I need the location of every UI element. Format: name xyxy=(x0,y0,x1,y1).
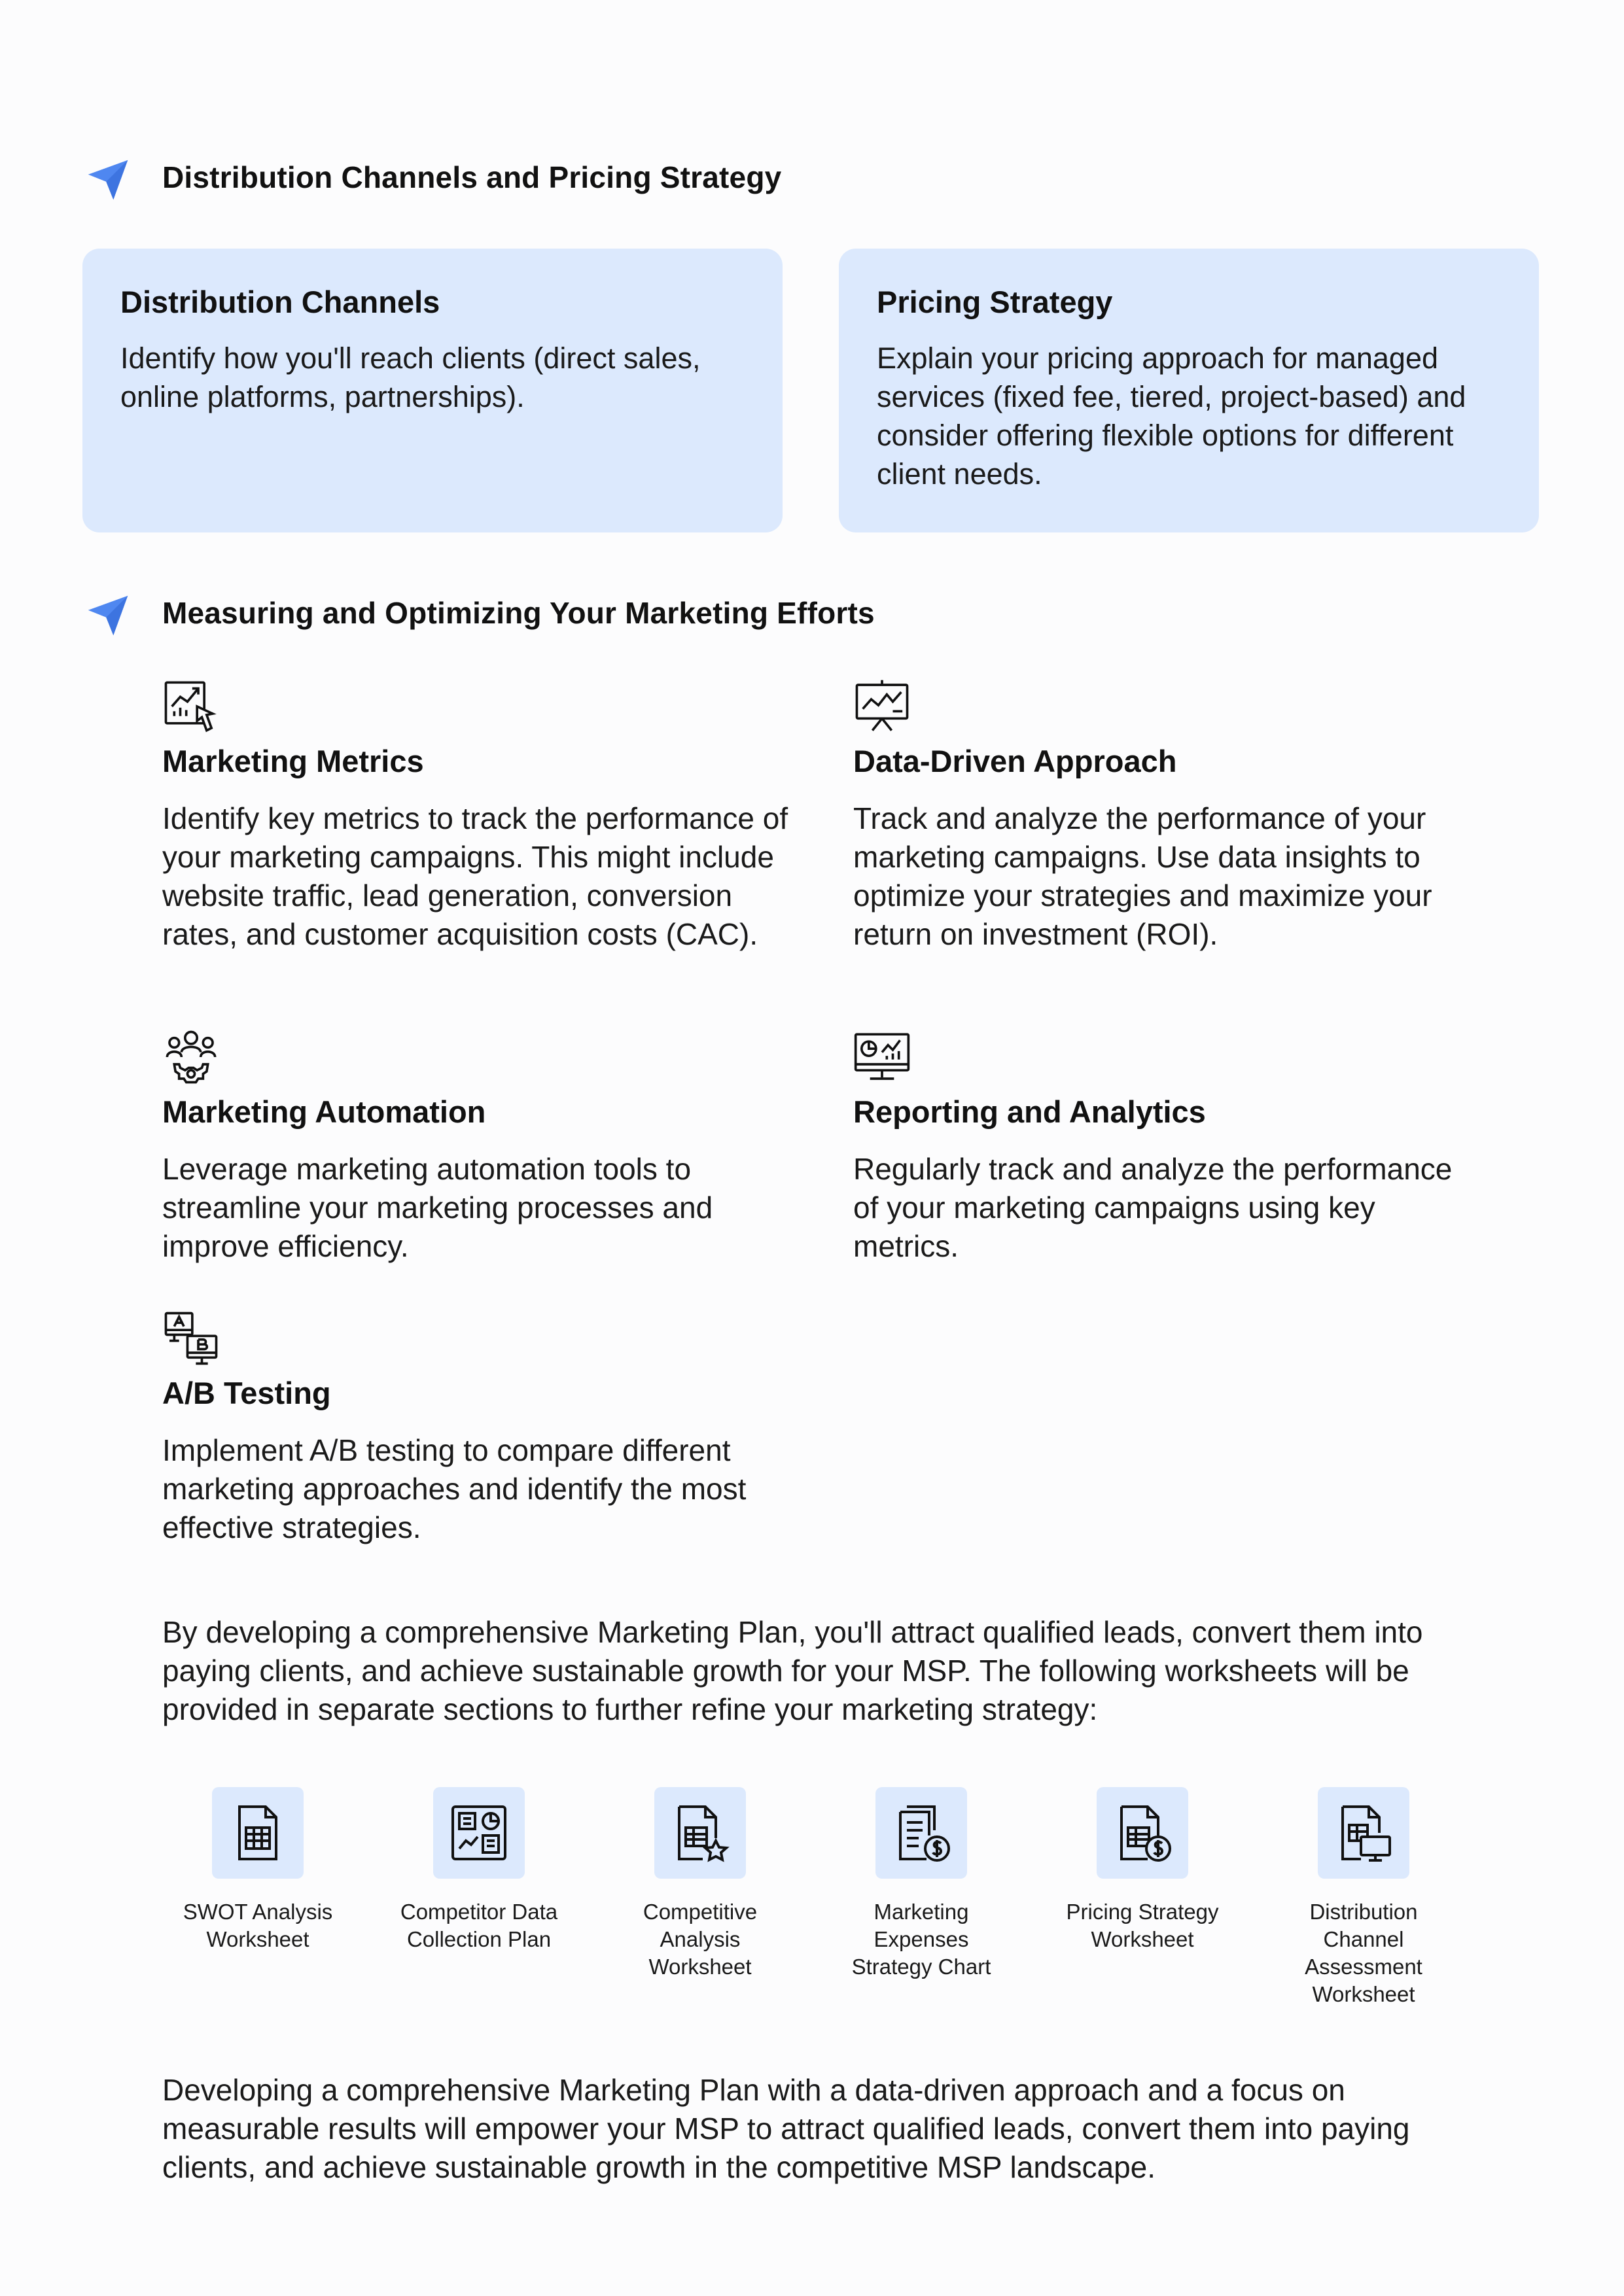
feature-marketing-automation xyxy=(162,1028,790,1266)
feature-ab-testing xyxy=(162,1310,790,1547)
card-title: Pricing Strategy xyxy=(877,285,1113,319)
worksheet-label: Pricing Strategy Worksheet xyxy=(1066,1900,1219,1951)
dashboard-board-icon xyxy=(448,1801,510,1864)
worksheet-icon-box xyxy=(212,1787,304,1879)
chart-touch-icon xyxy=(162,678,220,735)
section-title-measuring-optimizing: Measuring and Optimizing Your Marketing Efforts xyxy=(162,596,875,630)
intro-paragraph: By developing a comprehensive Marketing Plan, you'll attract qualified leads, convert them into paying clients, and achieve sustainable growth for your MSP. The following worksheets will be provided in separate sections to further refine your marketing strategy: xyxy=(162,1615,1423,1726)
worksheet-pricing-strategy xyxy=(1038,1787,1247,1953)
worksheet-icon-box xyxy=(875,1787,967,1879)
feature-body: Implement A/B testing to compare different marketing approaches and identify the most effective strategies. xyxy=(162,1433,747,1545)
card-title: Distribution Channels xyxy=(120,285,440,319)
spreadsheet-document-icon xyxy=(226,1801,289,1864)
feature-title: Data-Driven Approach xyxy=(853,744,1177,778)
pricing-strategy-card xyxy=(839,249,1539,532)
worksheet-label: SWOT Analysis Worksheet xyxy=(183,1900,333,1951)
worksheet-competitor-data xyxy=(374,1787,584,1953)
analytics-monitor-icon xyxy=(853,1028,911,1086)
feature-reporting-analytics xyxy=(853,1028,1481,1266)
distribution-channels-card xyxy=(82,249,783,532)
worksheet-distribution-channel xyxy=(1259,1787,1468,2008)
worksheet-icon-box xyxy=(1318,1787,1409,1879)
card-body: Identify how you'll reach clients (direct sales, online platforms, partnerships). xyxy=(120,341,701,414)
feature-title: A/B Testing xyxy=(162,1376,331,1410)
feature-title: Reporting and Analytics xyxy=(853,1094,1206,1129)
document-dollar-icon xyxy=(890,1801,953,1864)
feature-body: Leverage marketing automation tools to streamline your marketing processes and improve efficiency. xyxy=(162,1152,713,1264)
worksheet-icon-box xyxy=(654,1787,746,1879)
team-gear-icon xyxy=(162,1028,220,1086)
worksheet-label: Competitor Data Collection Plan xyxy=(400,1900,558,1951)
worksheet-icon-box xyxy=(433,1787,525,1879)
navigation-arrow-icon xyxy=(86,594,130,637)
feature-title: Marketing Automation xyxy=(162,1094,486,1129)
worksheet-label: Competitive Analysis Worksheet xyxy=(643,1900,758,1979)
document-monitor-icon xyxy=(1332,1801,1395,1864)
feature-body: Identify key metrics to track the performance of your marketing campaigns. This might include website traffic, lead generation, conversion rates, and customer acquisition costs (CAC). xyxy=(162,801,788,952)
document-coin-icon xyxy=(1111,1801,1174,1864)
card-body: Explain your pricing approach for managed services (fixed fee, tiered, project-based) and consider offering flexible options for different client needs. xyxy=(877,341,1466,491)
worksheet-swot-analysis xyxy=(153,1787,362,1953)
feature-title: Marketing Metrics xyxy=(162,744,424,778)
feature-data-driven-approach xyxy=(853,678,1481,954)
worksheet-label: Marketing Expenses Strategy Chart xyxy=(851,1900,991,1979)
worksheet-icon-box xyxy=(1097,1787,1188,1879)
ab-test-icon xyxy=(162,1310,220,1367)
feature-body: Track and analyze the performance of your marketing campaigns. Use data insights to optimize your strategies and maximize your return on investment (ROI). xyxy=(853,801,1432,952)
worksheet-marketing-expenses xyxy=(817,1787,1026,1981)
navigation-arrow-icon xyxy=(86,158,130,201)
presentation-chart-icon xyxy=(853,678,911,735)
document-star-icon xyxy=(669,1801,732,1864)
section-title-distribution-pricing: Distribution Channels and Pricing Strategy xyxy=(162,160,782,194)
worksheet-competitive-analysis xyxy=(595,1787,805,1981)
feature-marketing-metrics xyxy=(162,678,790,954)
worksheet-label: Distribution Channel Assessment Worksheet xyxy=(1305,1900,1422,2006)
closing-paragraph: Developing a comprehensive Marketing Plan with a data-driven approach and a focus on measurable results will empower your MSP to attract qualified leads, convert them into paying clients, and achieve sustainable growth in the competitive MSP landscape. xyxy=(162,2073,1410,2184)
feature-body: Regularly track and analyze the performance of your marketing campaigns using key metrics. xyxy=(853,1152,1453,1264)
